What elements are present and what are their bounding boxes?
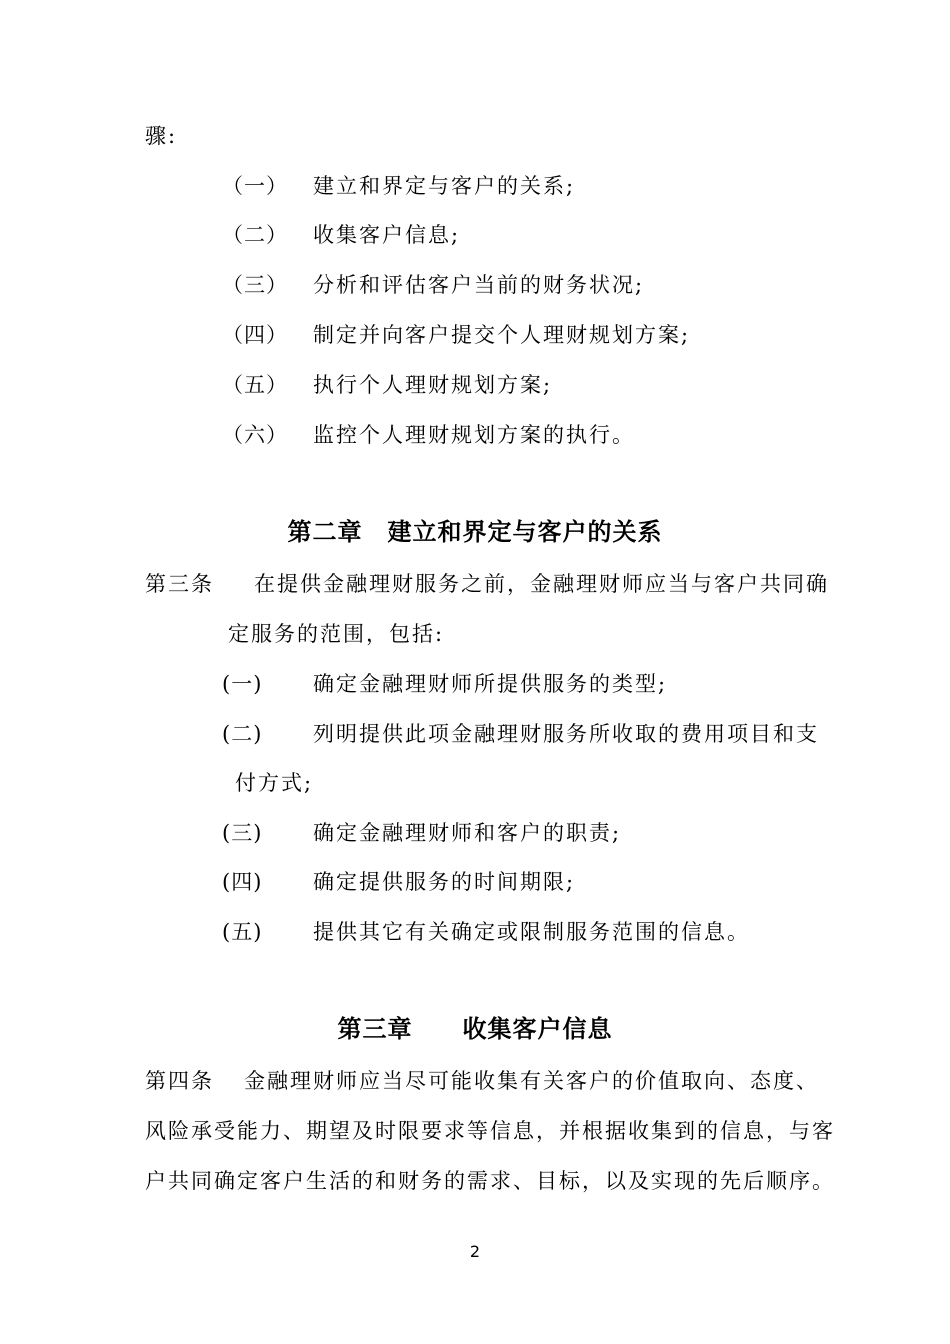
article-text-continued: 风险承受能力、期望及时限要求等信息，并根据收集到的信息，与客 [145, 1119, 835, 1143]
article-text-continued: 户共同确定客户生活的和财务的需求、目标，以及实现的先后顺序。 [145, 1169, 835, 1193]
chapter-heading: 第二章 建立和界定与客户的关系 [287, 518, 663, 546]
item-text: 确定金融理财师所提供服务的类型; [313, 672, 668, 696]
item-number: (三) [222, 821, 263, 845]
item-number: (四) [222, 870, 263, 894]
item-text-continued: 付方式; [235, 771, 314, 795]
step-number: （三） [222, 273, 288, 297]
article-text: 金融理财师应当尽可能收集有关客户的价值取向、态度、 [244, 1069, 819, 1093]
step-text: 收集客户信息; [313, 223, 461, 247]
item-text: 确定金融理财师和客户的职责; [313, 821, 622, 845]
step-text: 建立和界定与客户的关系; [313, 174, 576, 198]
step-number: （六） [222, 423, 288, 447]
step-text: 监控个人理财规划方案的执行。 [313, 423, 635, 447]
item-text: 提供其它有关确定或限制服务范围的信息。 [313, 920, 750, 944]
article-text: 在提供金融理财服务之前，金融理财师应当与客户共同确 [254, 572, 829, 596]
step-number: （一） [222, 174, 288, 198]
step-text: 制定并向客户提交个人理财规划方案; [313, 323, 691, 347]
item-number: (一) [222, 672, 263, 696]
chapter-heading: 第三章 收集客户信息 [337, 1015, 613, 1043]
item-number: (五) [222, 920, 263, 944]
article-label: 第三条 [145, 572, 214, 596]
page-number: 2 [469, 1242, 481, 1261]
step-text: 分析和评估客户当前的财务状况; [313, 273, 645, 297]
item-text: 列明提供此项金融理财服务所收取的费用项目和支 [313, 722, 819, 746]
item-text: 确定提供服务的时间期限; [313, 870, 576, 894]
step-number: （二） [222, 223, 288, 247]
article-text-continued: 定服务的范围，包括: [228, 622, 445, 646]
step-text: 执行个人理财规划方案; [313, 373, 553, 397]
step-number: （四） [222, 323, 288, 347]
step-number: （五） [222, 373, 288, 397]
article-label: 第四条 [145, 1069, 214, 1093]
intro-tail: 骤: [145, 124, 178, 148]
item-number: (二) [222, 722, 263, 746]
